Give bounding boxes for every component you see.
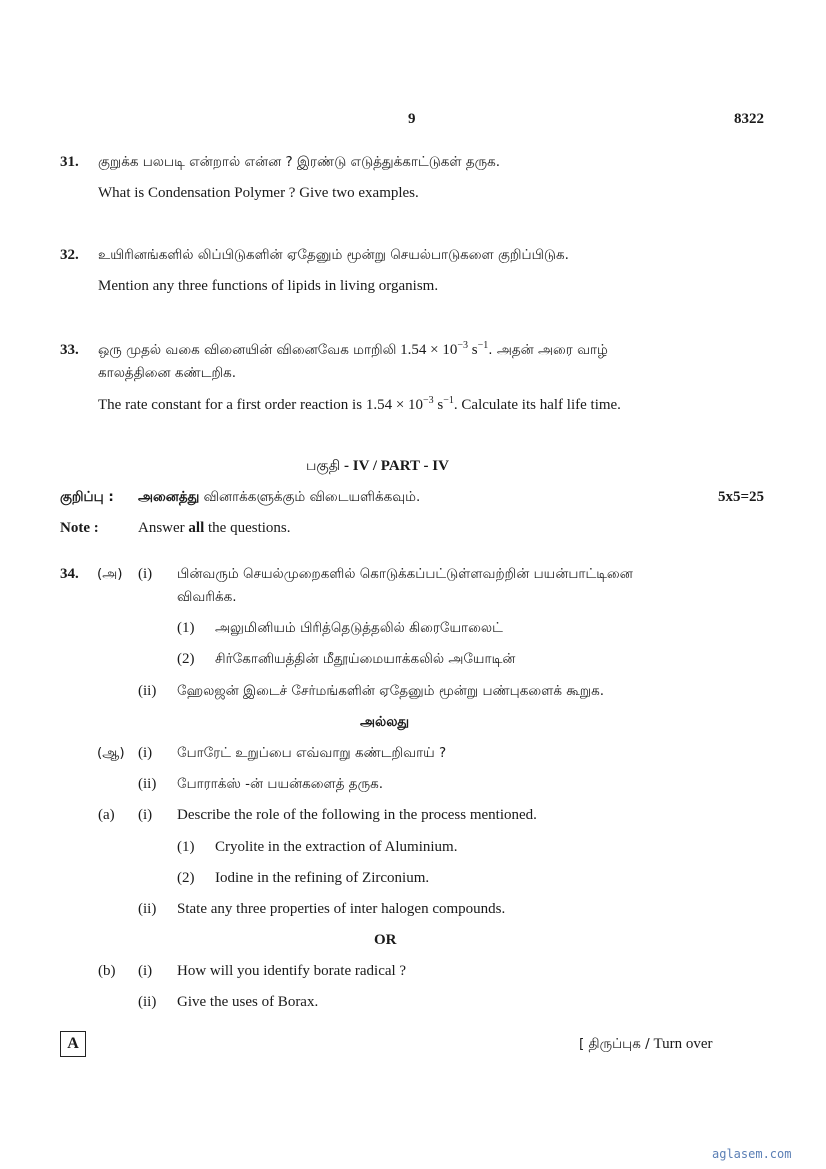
q33-tamil-part-a: ஒரு முதல் வகை வினையின் வினைவேக மாறிலி	[98, 342, 397, 358]
q34-a-ii-tamil: ஹேலஜன் இடைச் சேர்மங்களின் ஏதேனும் மூன்று பண்புகளைக் கூறுக.	[177, 683, 604, 699]
rate-constant-value-en: $1.54 \times 10^{-3}$ $s^{-1}$	[365, 395, 454, 413]
question-32-tamil: உயிரினங்களில் லிப்பிடுகளின் ஏதேனும் மூன்று செயல்பாடுகளை குறிப்பிடுக.	[98, 247, 569, 263]
subpart-ii: (ii)	[138, 683, 157, 699]
q34-a-i-tamil-line2: விவரிக்க.	[177, 589, 237, 605]
q34-b-i-english: How will you identify borate radical ?	[177, 963, 407, 979]
q33-tamil-part-b: . அதன் அரை வாழ்	[488, 342, 608, 358]
rate-constant-value: $1.54 \times 10^{-3}$ $s^{-1}$	[400, 340, 489, 358]
q34-a-i-english: Describe the role of the following in the process mentioned.	[177, 807, 537, 823]
q34-b-ii-english: Give the uses of Borax.	[177, 994, 319, 1010]
page-number: 9	[408, 111, 416, 127]
q34-b-ii-tamil: போராக்ஸ் -ன் பயன்களைத் தருக.	[177, 776, 384, 792]
subpart-ii: (ii)	[138, 776, 157, 792]
q34-b-i-tamil: போரேட் உறுப்பை எவ்வாறு கண்டறிவாய் ?	[177, 745, 447, 761]
subpart-i: (i)	[138, 745, 153, 761]
paper-code: 8322	[734, 111, 764, 127]
or-tamil: அல்லது	[360, 714, 410, 730]
question-number: 31.	[60, 154, 79, 170]
item-2: (2)	[177, 870, 195, 886]
note-label-tamil: குறிப்பு :	[60, 489, 114, 505]
q34-en-a-label: (a)	[98, 807, 115, 823]
question-31-tamil: குறுக்க பலபடி என்றால் என்ன ? இரண்டு எடுத்துக்காட்டுகள் தருக.	[98, 154, 501, 170]
question-32-english: Mention any three functions of lipids in living organism.	[98, 278, 439, 294]
q34-en-b-label: (b)	[98, 963, 116, 979]
subpart-ii: (ii)	[138, 901, 157, 917]
subpart-ii: (ii)	[138, 994, 157, 1010]
question-33-tamil-line1	[98, 340, 608, 360]
q34-a-i-1-tamil: அலுமினியம் பிரித்தெடுத்தலில் கிரையோலைட்	[215, 620, 503, 636]
question-33-english: The rate constant for a first order reaction is $1.54 \times 10^{-3}$ $s^{-1}$. Calculate its half life time.	[98, 395, 621, 413]
question-33-tamil-line2: காலத்தினை கண்டறிக.	[98, 365, 237, 381]
subpart-i: (i)	[138, 963, 153, 979]
watermark: aglasem.com	[712, 1147, 792, 1161]
item-2: (2)	[177, 651, 195, 667]
item-1: (1)	[177, 620, 195, 636]
note-label-english: Note :	[60, 520, 99, 536]
q34-ta-b-label: (ஆ)	[97, 745, 125, 761]
q34-a-i-2-tamil: சிர்கோனியத்தின் மீதூய்மையாக்கலில் அயோடின்	[215, 651, 516, 667]
question-number: 34.	[60, 566, 79, 582]
q34-a-i-1-english: Cryolite in the extraction of Aluminium.	[215, 839, 458, 855]
note-english: Answer all the questions.	[138, 520, 291, 536]
note-tamil: அனைத்து வினாக்களுக்கும் விடையளிக்கவும்.	[138, 489, 421, 505]
question-number: 32.	[60, 247, 79, 263]
subpart-i: (i)	[138, 566, 153, 582]
q34-ta-a-label: (அ)	[97, 566, 123, 582]
item-1: (1)	[177, 839, 195, 855]
or-english: OR	[374, 932, 397, 948]
q34-a-i-tamil-line1: பின்வரும் செயல்முறைகளில் கொடுக்கப்பட்டுள்ளவற்றின் பயன்பாட்டினை	[177, 566, 633, 582]
question-31-english: What is Condensation Polymer ? Give two examples.	[98, 185, 419, 201]
turn-over: [ திருப்புக / Turn over	[579, 1036, 713, 1052]
part-heading: பகுதி - IV / PART - IV	[306, 458, 449, 474]
subpart-i: (i)	[138, 807, 153, 823]
q34-a-ii-english: State any three properties of inter halogen compounds.	[177, 901, 506, 917]
series-box: A	[60, 1031, 86, 1057]
q34-a-i-2-english: Iodine in the refining of Zirconium.	[215, 870, 430, 886]
marks-allocation: 5x5=25	[718, 489, 765, 505]
question-number: 33.	[60, 342, 79, 358]
